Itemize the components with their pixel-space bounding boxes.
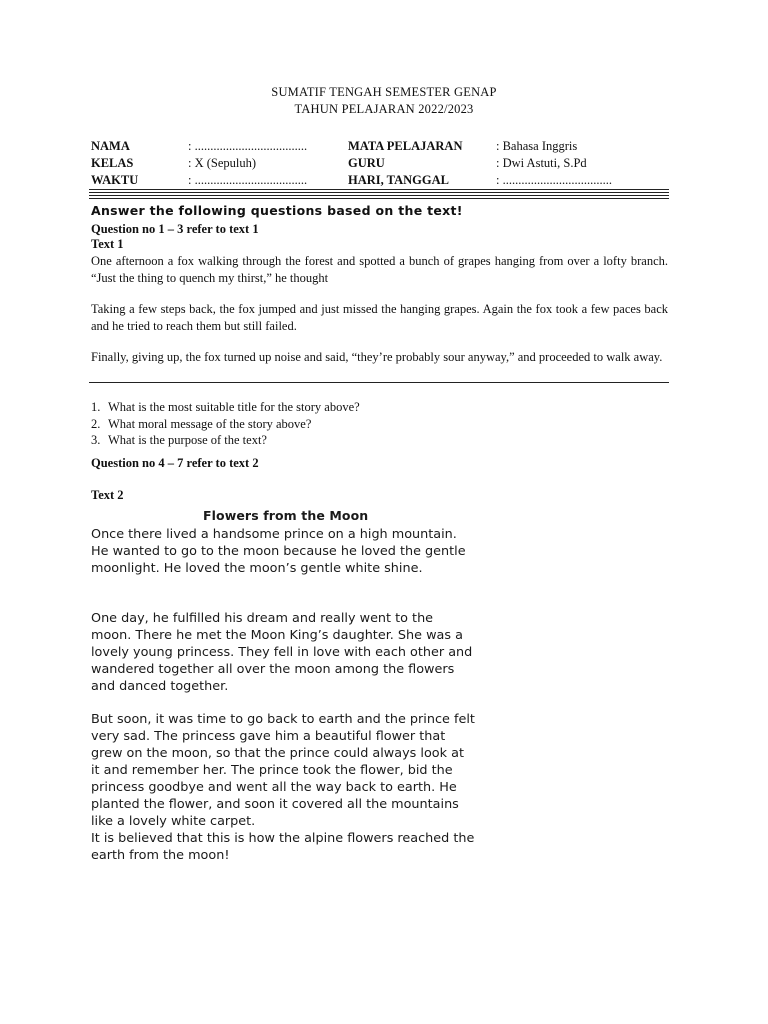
info-row-subject [348, 138, 678, 155]
header-divider [89, 198, 669, 199]
info-label: NAMA [91, 139, 130, 153]
info-row-teacher [348, 155, 678, 172]
info-label: MATA PELAJARAN [348, 139, 463, 153]
instruction: Answer the following questions based on the text! [91, 203, 463, 218]
info-row-name [91, 138, 351, 155]
text1-paragraph: Finally, giving up, the fox turned up noise and said, “they’re probably sour anyway,” and proceeded to walk away. [91, 350, 663, 364]
info-value: : .................................... [188, 173, 308, 187]
exam-title: SUMATIF TENGAH SEMESTER GENAP [271, 85, 497, 99]
question-item: 1. What is the most suitable title for the story above? [91, 400, 360, 414]
school-year: TAHUN PELAJARAN 2022/2023 [294, 102, 474, 116]
story-paragraph: But soon, it was time to go back to earth and the prince felt very sad. The princess gave him a beautiful flower that grew on the moon, so that the prince could always look at it and remember her. The prince took the flower, bid the princess goodbye and went all the way back to earth. He planted the flower, and soon it covered all the mountains like a lovely white carpet. [91, 712, 475, 829]
subject-info-block [348, 138, 678, 190]
info-label: WAKTU [91, 173, 139, 187]
info-value: : X (Sepuluh) [188, 156, 257, 170]
question-reference: Question no 1 – 3 refer to text 1 [91, 222, 259, 236]
info-row-class [91, 155, 351, 172]
story-title: Flowers from the Moon [203, 508, 369, 523]
student-info-block [91, 138, 351, 190]
text1-divider [89, 382, 669, 383]
question-list [91, 399, 360, 449]
info-value: : ................................... [496, 173, 612, 187]
header-divider [89, 195, 669, 196]
info-label: GURU [348, 156, 385, 170]
header-divider [89, 192, 669, 193]
info-value: : Bahasa Inggris [496, 139, 578, 153]
info-label: HARI, TANGGAL [348, 173, 449, 187]
info-value: : Dwi Astuti, S.Pd [496, 156, 587, 170]
question-item: 3. What is the purpose of the text? [91, 433, 267, 447]
info-value: : .................................... [188, 139, 308, 153]
info-label: KELAS [91, 156, 134, 170]
text-label: Text 2 [91, 488, 124, 502]
info-row-date [348, 172, 678, 189]
text1-paragraph: Taking a few steps back, the fox jumped and just missed the hanging grapes. Again the fox took a few paces back and he tried to reach them but still failed. [91, 302, 668, 333]
story-paragraph: One day, he fulfilled his dream and really went to the moon. There he met the Moon King’s daughter. She was a lovely young princess. They fell in love with each other and wandered together all over the moon among the flowers and danced together. [91, 611, 473, 694]
info-row-time [91, 172, 351, 189]
question-item: 2. What moral message of the story above? [91, 416, 312, 431]
text1-paragraph: One afternoon a fox walking through the forest and spotted a bunch of grapes hanging from over a lofty branch. “Just the thing to quench my thirst,” he thought [91, 254, 668, 285]
header-divider [89, 189, 669, 190]
story-paragraph: It is believed that this is how the alpine flowers reached the earth from the moon! [91, 831, 475, 863]
text-label: Text 1 [91, 237, 124, 251]
story-paragraph: Once there lived a handsome prince on a high mountain. He wanted to go to the moon because he loved the gentle moonlight. He loved the moon’s gentle white shine. [91, 527, 466, 576]
question-reference: Question no 4 – 7 refer to text 2 [91, 456, 259, 470]
